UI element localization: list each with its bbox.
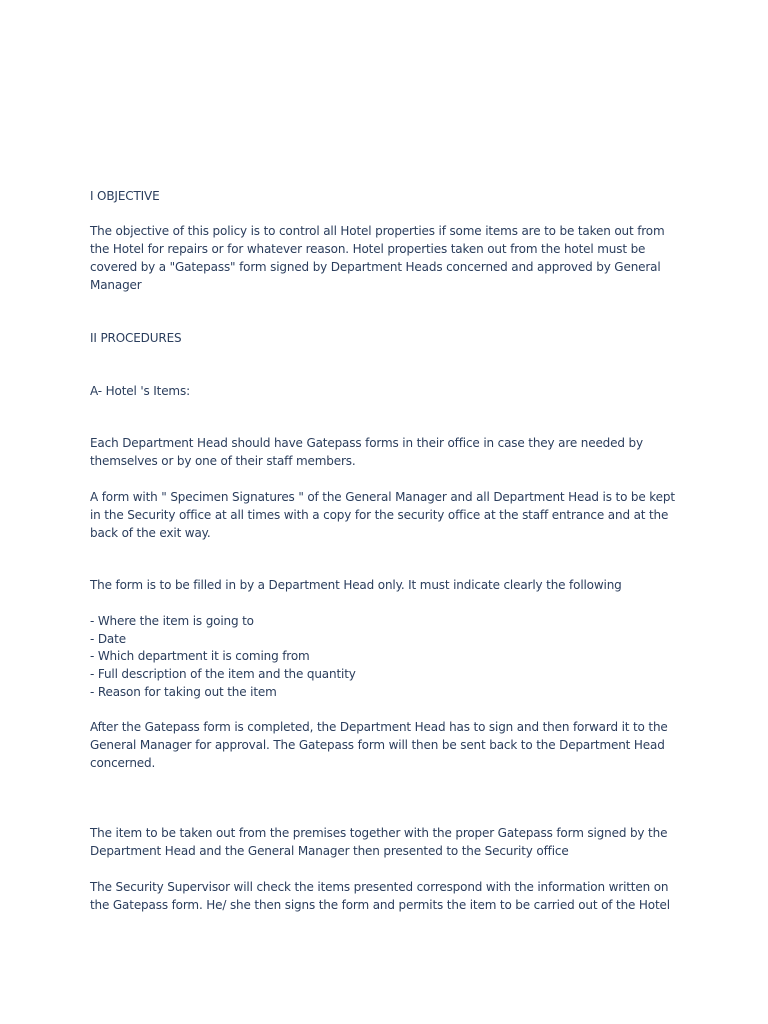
objective-heading: I OBJECTIVE [90, 189, 160, 203]
objective-line: Manager [90, 278, 142, 292]
paragraph-line: The form is to be filled in by a Department Head only. It must indicate clearly the following [90, 578, 622, 592]
paragraph-line: in the Security office at all times with a copy for the security office at the staff entrance and at the [90, 508, 669, 522]
objective-line: the Hotel for repairs or for whatever reason. Hotel properties taken out from the hotel must be [90, 242, 646, 256]
bullet-item: - Date [90, 632, 126, 646]
bullet-item: - Full description of the item and the quantity [90, 667, 356, 681]
paragraph-line: concerned. [90, 756, 156, 770]
bullet-item: - Which department it is coming from [90, 649, 310, 663]
paragraph-line: Department Head and the General Manager then presented to the Security office [90, 844, 569, 858]
paragraph-line: back of the exit way. [90, 526, 211, 540]
paragraph-line: General Manager for approval. The Gatepass form will then be sent back to the Department Head [90, 738, 665, 752]
paragraph-line: the Gatepass form. He/ she then signs the form and permits the item to be carried out of the Hotel [90, 898, 670, 912]
paragraph-line: The Security Supervisor will check the items presented correspond with the information written on [90, 880, 669, 894]
procedures-heading: II PROCEDURES [90, 331, 182, 345]
objective-line: The objective of this policy is to control all Hotel properties if some items are to be taken out from [90, 224, 665, 238]
bullet-item: - Where the item is going to [90, 614, 254, 628]
paragraph-line: Each Department Head should have Gatepass forms in their office in case they are needed by [90, 436, 643, 450]
objective-line: covered by a "Gatepass" form signed by Department Heads concerned and approved by General [90, 260, 661, 274]
paragraph-line: The item to be taken out from the premises together with the proper Gatepass form signed by the [90, 826, 668, 840]
paragraph-line: A form with " Specimen Signatures " of the General Manager and all Department Head is to be kept [90, 490, 675, 504]
bullet-item: - Reason for taking out the item [90, 685, 277, 699]
hotel-items-heading: A- Hotel 's Items: [90, 384, 190, 398]
paragraph-line: After the Gatepass form is completed, the Department Head has to sign and then forward it to the [90, 720, 668, 734]
paragraph-line: themselves or by one of their staff members. [90, 454, 356, 468]
